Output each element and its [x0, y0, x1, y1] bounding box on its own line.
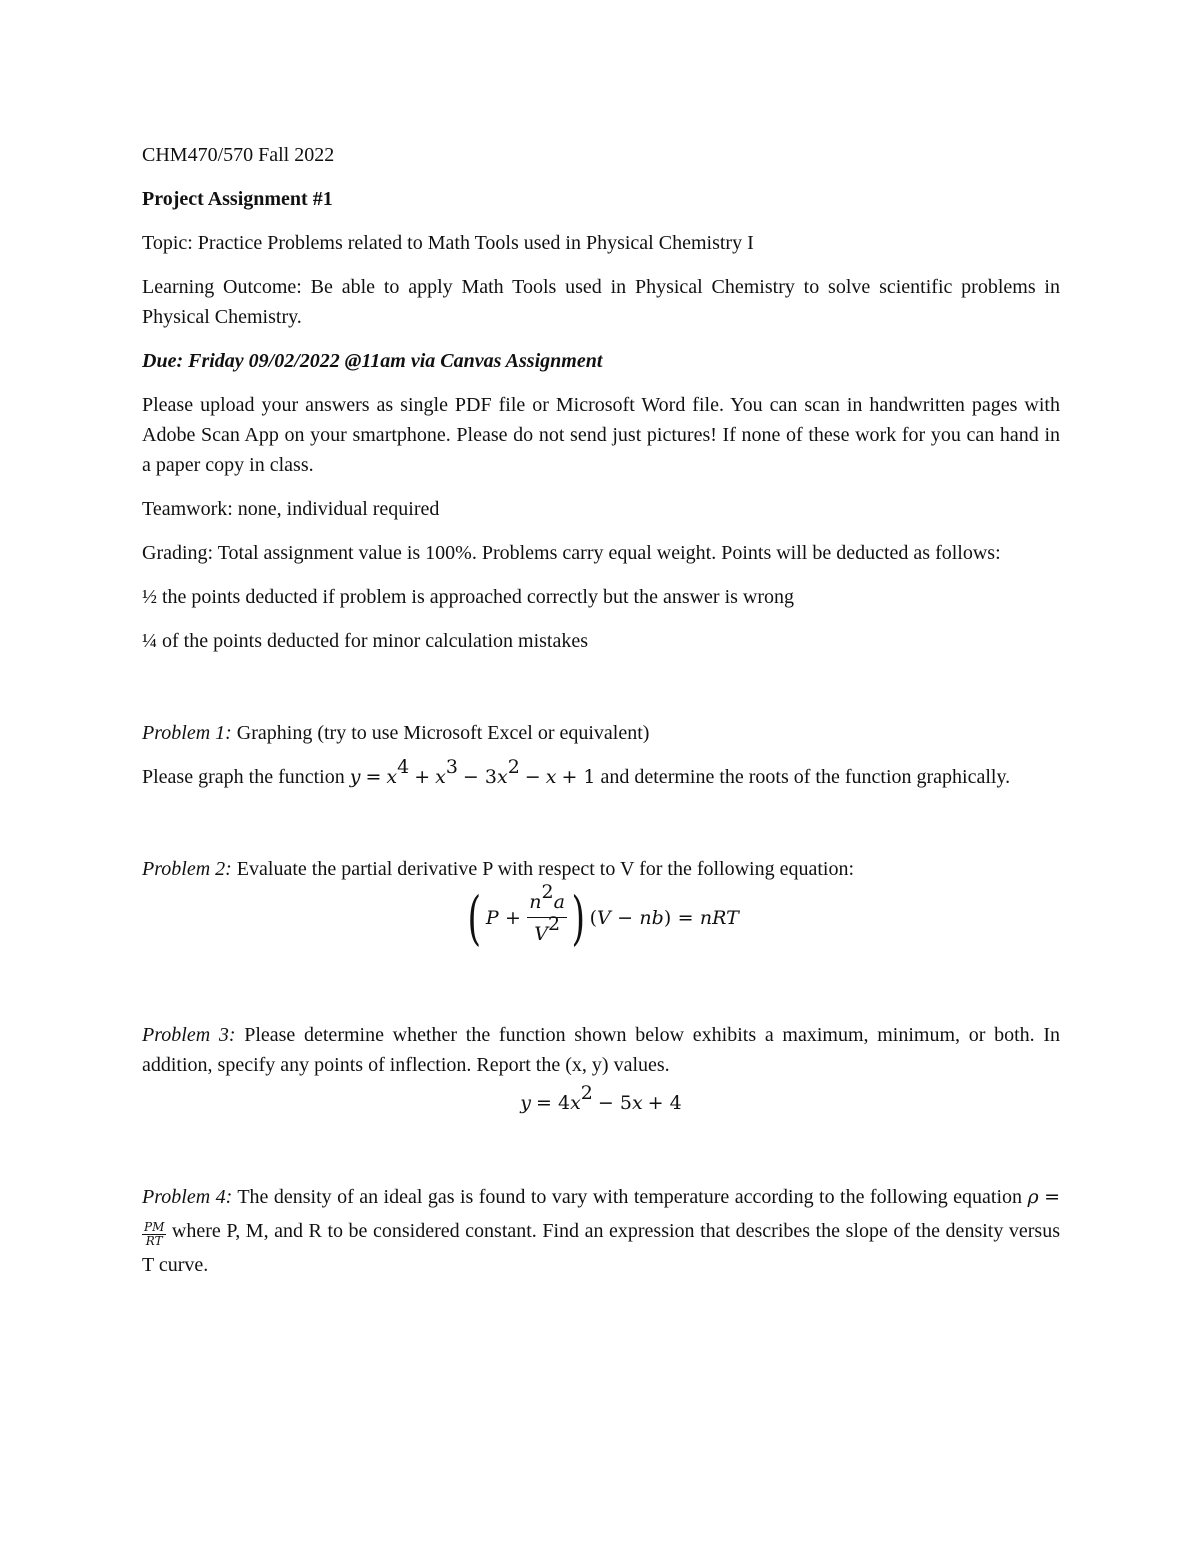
problem-3-text: Please determine whether the function shown below exhibits a maximum, minimum, or both. In addition, specify any points of inflection. Report the (x, y) values. [142, 1024, 1060, 1076]
problem-3-heading [142, 1020, 1060, 1080]
course-line: CHM470/570 Fall 2022 [142, 144, 335, 166]
problem-3-label: Problem 3: [142, 1024, 236, 1046]
problem-1-body-before: Please graph the function [142, 766, 350, 788]
deduction-half: ½ the points deducted if problem is approached correctly but the answer is wrong [142, 586, 795, 608]
problem-1-equation: y [349, 766, 361, 788]
problem-4-text-after: where P, M, and R to be considered constant. Find an expression that describes the slope of the density versus T curve. [142, 1220, 1060, 1276]
problem-1-body-after: and determine the roots of the function graphically. [595, 766, 1011, 788]
problem-2-text: Evaluate the partial derivative P with respect to V for the following equation: [231, 858, 855, 880]
van-der-waals-equation: ( P + $\frac{n^2a}{V^2}$ ) ( V − nb ) = nRT [467, 881, 739, 952]
grading-line: Grading: Total assignment value is 100%. Problems carry equal weight. Points will be deducted as follows: [142, 542, 1001, 564]
deduction-quarter: ¼ of the points deducted for minor calculation mistakes [142, 630, 588, 652]
due-date-line: Due: Friday 09/02/2022 @11am via Canvas Assignment [142, 350, 603, 372]
problem-1-body: Please graph the function $y = x^4 + x^3 - 3x^2 - x + 1$ and determine the roots of the function graphically. [142, 756, 1011, 788]
problem-2-label: Problem 2: [142, 858, 232, 880]
density-fraction: $\frac{PM}{RT}$ [144, 1220, 165, 1248]
topic-line: Topic: Practice Problems related to Math Tools used in Physical Chemistry I [142, 232, 754, 254]
problem-2-heading [142, 854, 1060, 884]
teamwork-line: Teamwork: none, individual required [142, 498, 440, 520]
problem-4-text-before: The density of an ideal gas is found to vary with temperature according to the following equation [232, 1186, 1028, 1208]
density-equation: ρ [1027, 1186, 1039, 1208]
problem-4-body: Problem 4: The density of an ideal gas is found to vary with temperature according to the following equation ρ = $\frac{PM}{RT}$ where P, M, and R to be considered constant. Find an expression that describes the slope of the density versus T curve. [142, 1186, 1061, 1276]
problem-1-label: Problem 1: [142, 722, 232, 744]
document-page [142, 140, 1060, 1296]
assignment-title: Project Assignment #1 [142, 188, 333, 210]
problem-1-text: Graphing (try to use Microsoft Excel or equivalent) [231, 722, 650, 744]
problem-1-heading [142, 718, 1060, 748]
learning-outcome: Learning Outcome: Be able to apply Math Tools used in Physical Chemistry to solve scientific problems in Physical Chemistry. [142, 276, 1060, 328]
problem-4-label: Problem 4: [142, 1186, 233, 1208]
problem-3-equation: $y = 4x^2 - 5x + 4$ [520, 1082, 682, 1114]
upload-instructions: Please upload your answers as single PDF file or Microsoft Word file. You can scan in handwritten pages with Adobe Scan App on your smartphone. Please do not send just pictures! If none of these work for you can hand in a paper copy in class. [142, 394, 1060, 476]
